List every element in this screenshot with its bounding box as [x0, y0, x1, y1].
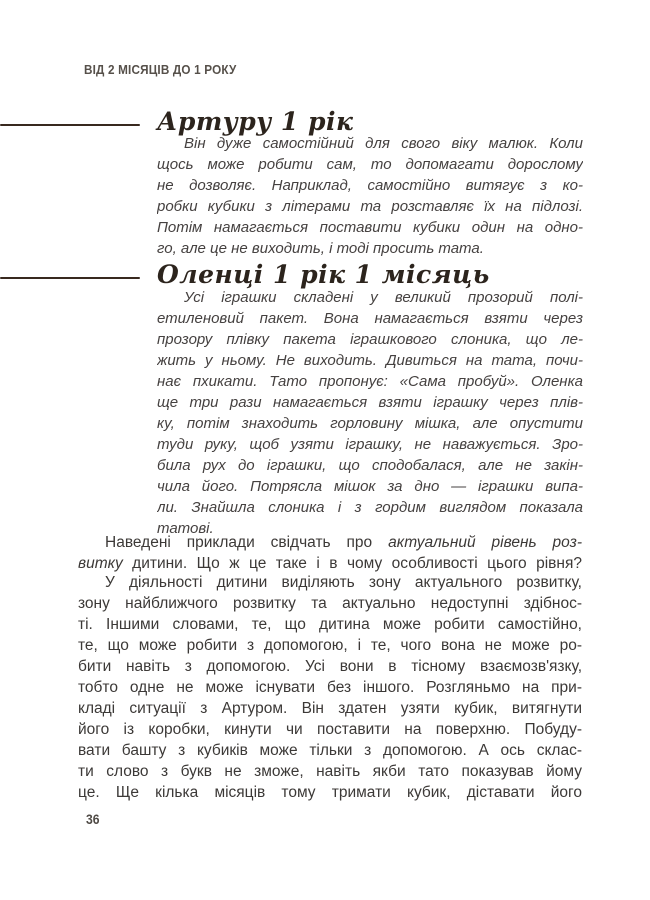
text-line: зону найближчого розвитку та актуально недоступні здібнос-: [78, 595, 582, 612]
example-heading-arthur: Артуру 1 рік: [157, 107, 354, 136]
text-line: туди руку, щоб узяти іграшку, не наважується. Зро-: [157, 436, 583, 453]
section-rule: [0, 124, 140, 126]
text-line: етиленовий пакет. Вона намагається взяти через: [157, 310, 583, 327]
text-line: щось може робити сам, то допомагати дорослому: [157, 156, 583, 173]
text-line: татові.: [157, 520, 214, 537]
text-line: прозору плівку пакета іграшкового слоника, що ле-: [157, 331, 583, 348]
example-heading-olenka: Оленці 1 рік 1 місяць: [157, 260, 490, 289]
text-line: У діяльності дитини виділяють зону актуального розвитку,: [105, 574, 582, 591]
section-rule: [0, 277, 140, 279]
page-number: 36: [86, 812, 100, 827]
text-line: не дозволяє. Наприклад, самостійно витягує з ко-: [157, 177, 583, 194]
text-line: Він дуже самостійний для свого віку малюк. Коли: [184, 135, 583, 152]
text-line: жить у ньому. Не виходить. Дивиться на тата, почи-: [157, 352, 583, 369]
text-line: го, але це не виходить, і тоді просить тата.: [157, 240, 484, 257]
text-line: тобто одне не може існувати без іншого. Розгляньмо на при-: [78, 679, 582, 696]
body-paragraph-zones: [78, 572, 582, 803]
text-line: робки кубики з літерами та розставляє їх на підлозі.: [157, 198, 583, 215]
body-paragraph-intro: [78, 532, 582, 574]
text-line: Наведені приклади свідчать про актуальний рівень роз-: [105, 534, 582, 551]
text-line: Потім намагається поставити кубики один на одно-: [157, 219, 583, 236]
text-line: це. Ще кілька місяців тому тримати кубик, діставати його: [78, 784, 582, 801]
example-text-olenka: [157, 287, 583, 539]
text-line: нає пхикати. Тато пропонує: «Сама пробуй». Оленка: [157, 373, 583, 390]
example-text-arthur: [157, 133, 583, 259]
text-line: ще три рази намагається взяти іграшку через плів-: [157, 394, 583, 411]
text-line: бити навіть з допомогою. Усі вони в тісному взаємозв'язку,: [78, 658, 582, 675]
text-line: його із коробки, кинути чи поставити на поверхню. Побуду-: [78, 721, 582, 738]
text-line: кладі ситуації з Артуром. Він здатен узяти кубик, витягнути: [78, 700, 582, 717]
text-line: ку, потім знаходить горловину мішка, але опустити: [157, 415, 583, 432]
text-line: вати башту з кубиків може тільки з допомогою. А ось склас-: [78, 742, 582, 759]
text-line: ти слово з букв не зможе, навіть якби тато показував йому: [78, 763, 582, 780]
text-line: ли. Знайшла слоника і з гордим виглядом показала: [157, 499, 583, 516]
text-line: те, що може робити з допомогою, і те, чого вона не може ро-: [78, 637, 582, 654]
text-line: ті. Іншими словами, те, що дитина може робити самостійно,: [78, 616, 582, 633]
text-line: Усі іграшки складені у великий прозорий полі-: [184, 289, 583, 306]
text-line: била рух до іграшки, що сподобалася, але не закін-: [157, 457, 583, 474]
text-line: чила його. Потрясла мішок за дно — іграшки випа-: [157, 478, 583, 495]
running-header: ВІД 2 МІСЯЦІВ ДО 1 РОКУ: [84, 62, 237, 77]
text-line: витку дитини. Що ж це таке і в чому особливості цього рівня?: [78, 555, 582, 572]
